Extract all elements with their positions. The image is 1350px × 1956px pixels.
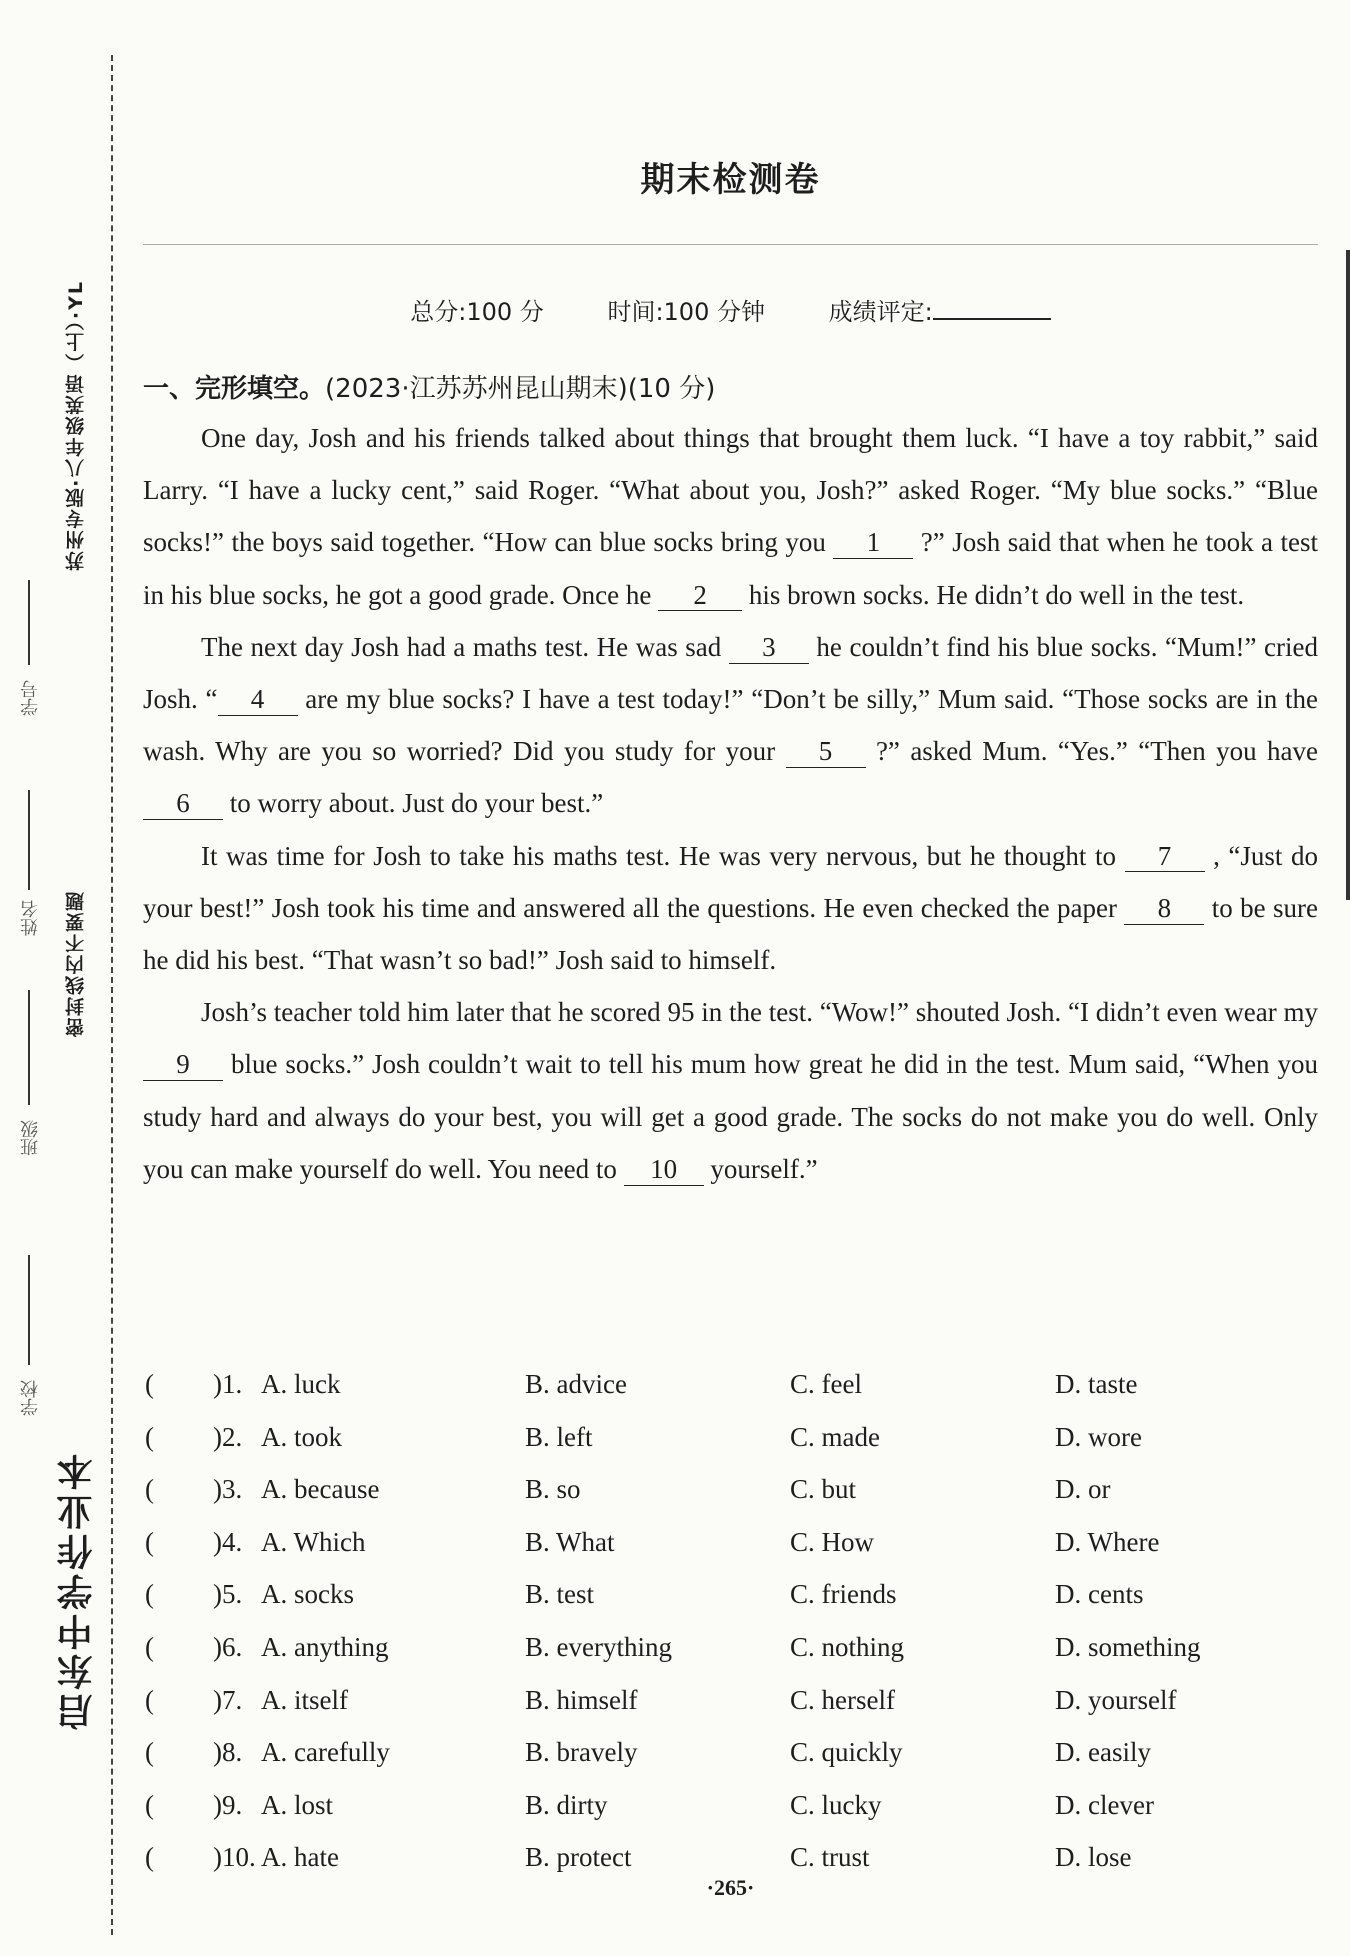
text: One day, Josh and his friends talked about things that brought them luck. “I have a toy rabbit,” said Larry. “I have a lucky cent,” said Roger. “What about you, Josh?” asked Roger. “My blue socks.” “Blue socks!” the boys said together. “How can blue socks bring you bbox=[143, 423, 1318, 558]
question-number: )4. bbox=[213, 1526, 243, 1557]
option-b: B. everything bbox=[525, 1631, 672, 1662]
text: he couldn’t find his blue socks. “Mum!” cried Josh. “ bbox=[143, 631, 1318, 715]
question-number: )3. bbox=[213, 1474, 243, 1505]
answer-bracket[interactable]: ( bbox=[145, 1737, 154, 1768]
field-label-class: 班级 bbox=[20, 1120, 41, 1156]
option-d: D. wore bbox=[1055, 1421, 1142, 1452]
binding-margin bbox=[0, 0, 125, 1956]
option-d: D. lose bbox=[1055, 1842, 1132, 1873]
option-c: C. lucky bbox=[790, 1789, 882, 1820]
blank-2[interactable]: 2 bbox=[658, 581, 742, 612]
question-options bbox=[143, 1358, 1318, 1884]
exam-meta bbox=[143, 292, 1318, 327]
seal-notice: 密封线内不要题 bbox=[65, 890, 87, 1037]
question-number: )10. bbox=[213, 1842, 256, 1873]
field-line-name[interactable] bbox=[28, 790, 30, 890]
grade-blank[interactable] bbox=[933, 318, 1051, 320]
answer-bracket[interactable]: ( bbox=[145, 1369, 154, 1399]
option-a: A. carefully bbox=[261, 1737, 390, 1768]
text: It was time for Josh to take his maths test. He was very nervous, but he thought to bbox=[201, 840, 1125, 871]
answer-bracket[interactable]: ( bbox=[145, 1789, 154, 1820]
brand-label: 启东中学作业本 bbox=[57, 1450, 98, 1730]
blank-6[interactable]: 6 bbox=[143, 789, 223, 820]
option-d: D. cents bbox=[1055, 1579, 1144, 1610]
field-line-id[interactable] bbox=[28, 580, 30, 665]
option-a: A. took bbox=[261, 1421, 342, 1452]
option-c: C. feel bbox=[790, 1369, 862, 1399]
page-title: 期末检测卷 bbox=[640, 160, 821, 200]
answer-bracket[interactable]: ( bbox=[145, 1684, 154, 1715]
question-row-7 bbox=[143, 1674, 1318, 1727]
answer-bracket[interactable]: ( bbox=[145, 1631, 154, 1662]
question-number: )6. bbox=[213, 1631, 243, 1662]
blank-4[interactable]: 4 bbox=[218, 685, 298, 716]
question-row-3 bbox=[143, 1463, 1318, 1516]
question-number: )5. bbox=[213, 1579, 243, 1610]
question-number: )7. bbox=[213, 1684, 243, 1715]
text: ?” Josh said that when he took a test in his blue socks, he got a good grade. Once he bbox=[143, 527, 1318, 610]
text: are my blue socks? I have a test today!” “Don’t be silly,” Mum said. “Those socks are in the wash. Why are you so worried? Did you study for your bbox=[143, 684, 1319, 767]
paragraph-2 bbox=[143, 621, 1318, 830]
option-d: D. or bbox=[1055, 1474, 1111, 1505]
answer-bracket[interactable]: ( bbox=[145, 1842, 154, 1873]
option-c: C. nothing bbox=[790, 1631, 905, 1662]
answer-bracket[interactable]: ( bbox=[145, 1526, 154, 1557]
blank-1[interactable]: 1 bbox=[833, 528, 913, 559]
blank-9[interactable]: 9 bbox=[143, 1050, 223, 1081]
option-a: A. socks bbox=[261, 1579, 354, 1610]
text: , “Just do your best!” Josh took his time and answered all the questions. He even checked the paper bbox=[143, 840, 1318, 923]
field-label-id: 学号 bbox=[20, 680, 41, 716]
section-heading bbox=[143, 368, 715, 405]
option-c: C. How bbox=[790, 1526, 875, 1557]
option-d: D. something bbox=[1055, 1631, 1201, 1662]
option-a: A. anything bbox=[261, 1631, 389, 1662]
question-row-9 bbox=[143, 1779, 1318, 1832]
option-c: C. friends bbox=[790, 1579, 897, 1610]
grade-field bbox=[829, 298, 1051, 326]
answer-bracket[interactable]: ( bbox=[145, 1579, 154, 1610]
option-c: C. but bbox=[790, 1474, 857, 1505]
question-number: )2. bbox=[213, 1421, 243, 1452]
field-line-class[interactable] bbox=[28, 990, 30, 1105]
text: yourself.” bbox=[703, 1153, 818, 1184]
answer-bracket[interactable]: ( bbox=[145, 1474, 154, 1505]
option-b: B. What bbox=[525, 1526, 615, 1557]
answer-bracket[interactable]: ( bbox=[145, 1421, 154, 1452]
text: The next day Josh had a maths test. He was sad bbox=[201, 631, 729, 662]
option-a: A. lost bbox=[261, 1789, 334, 1820]
question-row-1 bbox=[143, 1358, 1318, 1411]
option-c: C. trust bbox=[790, 1842, 870, 1873]
cloze-passage bbox=[143, 412, 1318, 1195]
option-a: A. because bbox=[261, 1474, 380, 1505]
question-row-4 bbox=[143, 1516, 1318, 1569]
question-row-8 bbox=[143, 1726, 1318, 1779]
page-number: ·265· bbox=[706, 1875, 755, 1900]
option-c: C. quickly bbox=[790, 1737, 903, 1768]
blank-10[interactable]: 10 bbox=[624, 1155, 704, 1186]
option-a: A. Which bbox=[261, 1526, 366, 1557]
paragraph-4 bbox=[143, 986, 1318, 1195]
series-label: 苏州专版·八年级英语（上）·YL bbox=[65, 280, 87, 571]
section-title: 一、完形填空。 bbox=[143, 374, 326, 404]
total-score: 总分:100 分 bbox=[410, 298, 544, 326]
paragraph-3 bbox=[143, 830, 1318, 987]
option-c: C. herself bbox=[790, 1684, 895, 1715]
question-number: )8. bbox=[213, 1737, 243, 1768]
question-row-5 bbox=[143, 1568, 1318, 1621]
section-source: (2023·江苏苏州昆山期末)(10 分) bbox=[325, 374, 716, 404]
option-b: B. protect bbox=[525, 1842, 632, 1873]
question-row-6 bbox=[143, 1621, 1318, 1674]
text: to worry about. Just do your best.” bbox=[223, 788, 604, 819]
field-line-school[interactable] bbox=[28, 1255, 30, 1365]
title-divider bbox=[143, 244, 1318, 245]
question-number: )1. bbox=[213, 1369, 243, 1399]
option-d: D. taste bbox=[1055, 1369, 1138, 1399]
option-c: C. made bbox=[790, 1421, 880, 1452]
option-b: B. bravely bbox=[525, 1737, 638, 1768]
exam-time: 时间:100 分钟 bbox=[607, 298, 765, 326]
option-b: B. dirty bbox=[525, 1789, 608, 1820]
seal-line bbox=[111, 55, 113, 1935]
text: to be sure he did his best. “That wasn’t so bad!” Josh said to himself. bbox=[143, 892, 1318, 976]
option-a: A. hate bbox=[261, 1842, 339, 1873]
option-b: B. test bbox=[525, 1579, 595, 1610]
paragraph-1 bbox=[143, 412, 1318, 621]
blank-5[interactable]: 5 bbox=[786, 737, 866, 768]
option-b: B. left bbox=[525, 1421, 593, 1452]
text: ?” asked Mum. “Yes.” “Then you have bbox=[865, 736, 1318, 767]
option-d: D. easily bbox=[1055, 1737, 1151, 1768]
option-b: B. himself bbox=[525, 1684, 638, 1715]
blank-8[interactable]: 8 bbox=[1124, 894, 1204, 925]
grade-label: 成绩评定: bbox=[828, 298, 933, 326]
option-b: B. so bbox=[525, 1474, 581, 1505]
option-d: D. yourself bbox=[1055, 1684, 1177, 1715]
option-a: A. luck bbox=[261, 1369, 341, 1399]
field-label-school: 学校 bbox=[20, 1380, 41, 1416]
option-d: D. Where bbox=[1055, 1526, 1160, 1557]
field-label-name: 姓名 bbox=[20, 900, 41, 936]
blank-3[interactable]: 3 bbox=[729, 633, 809, 664]
text: his brown socks. He didn’t do well in the test. bbox=[742, 579, 1245, 610]
text: blue socks.” Josh couldn’t wait to tell his mum how great he did in the test. Mum said, “When you study hard and always do your best, you will get a good grade. The socks do not make you do well. Only you can make yourself do well. You need to bbox=[143, 1049, 1318, 1184]
text: Josh’s teacher told him later that he scored 95 in the test. “Wow!” shouted Josh. “I didn’t even wear my bbox=[201, 997, 1318, 1028]
option-a: A. itself bbox=[261, 1684, 348, 1715]
blank-7[interactable]: 7 bbox=[1125, 842, 1205, 873]
option-d: D. clever bbox=[1055, 1789, 1154, 1820]
scrollbar[interactable] bbox=[1346, 250, 1350, 900]
option-b: B. advice bbox=[525, 1369, 627, 1399]
question-row-2 bbox=[143, 1411, 1318, 1464]
question-number: )9. bbox=[213, 1789, 243, 1820]
